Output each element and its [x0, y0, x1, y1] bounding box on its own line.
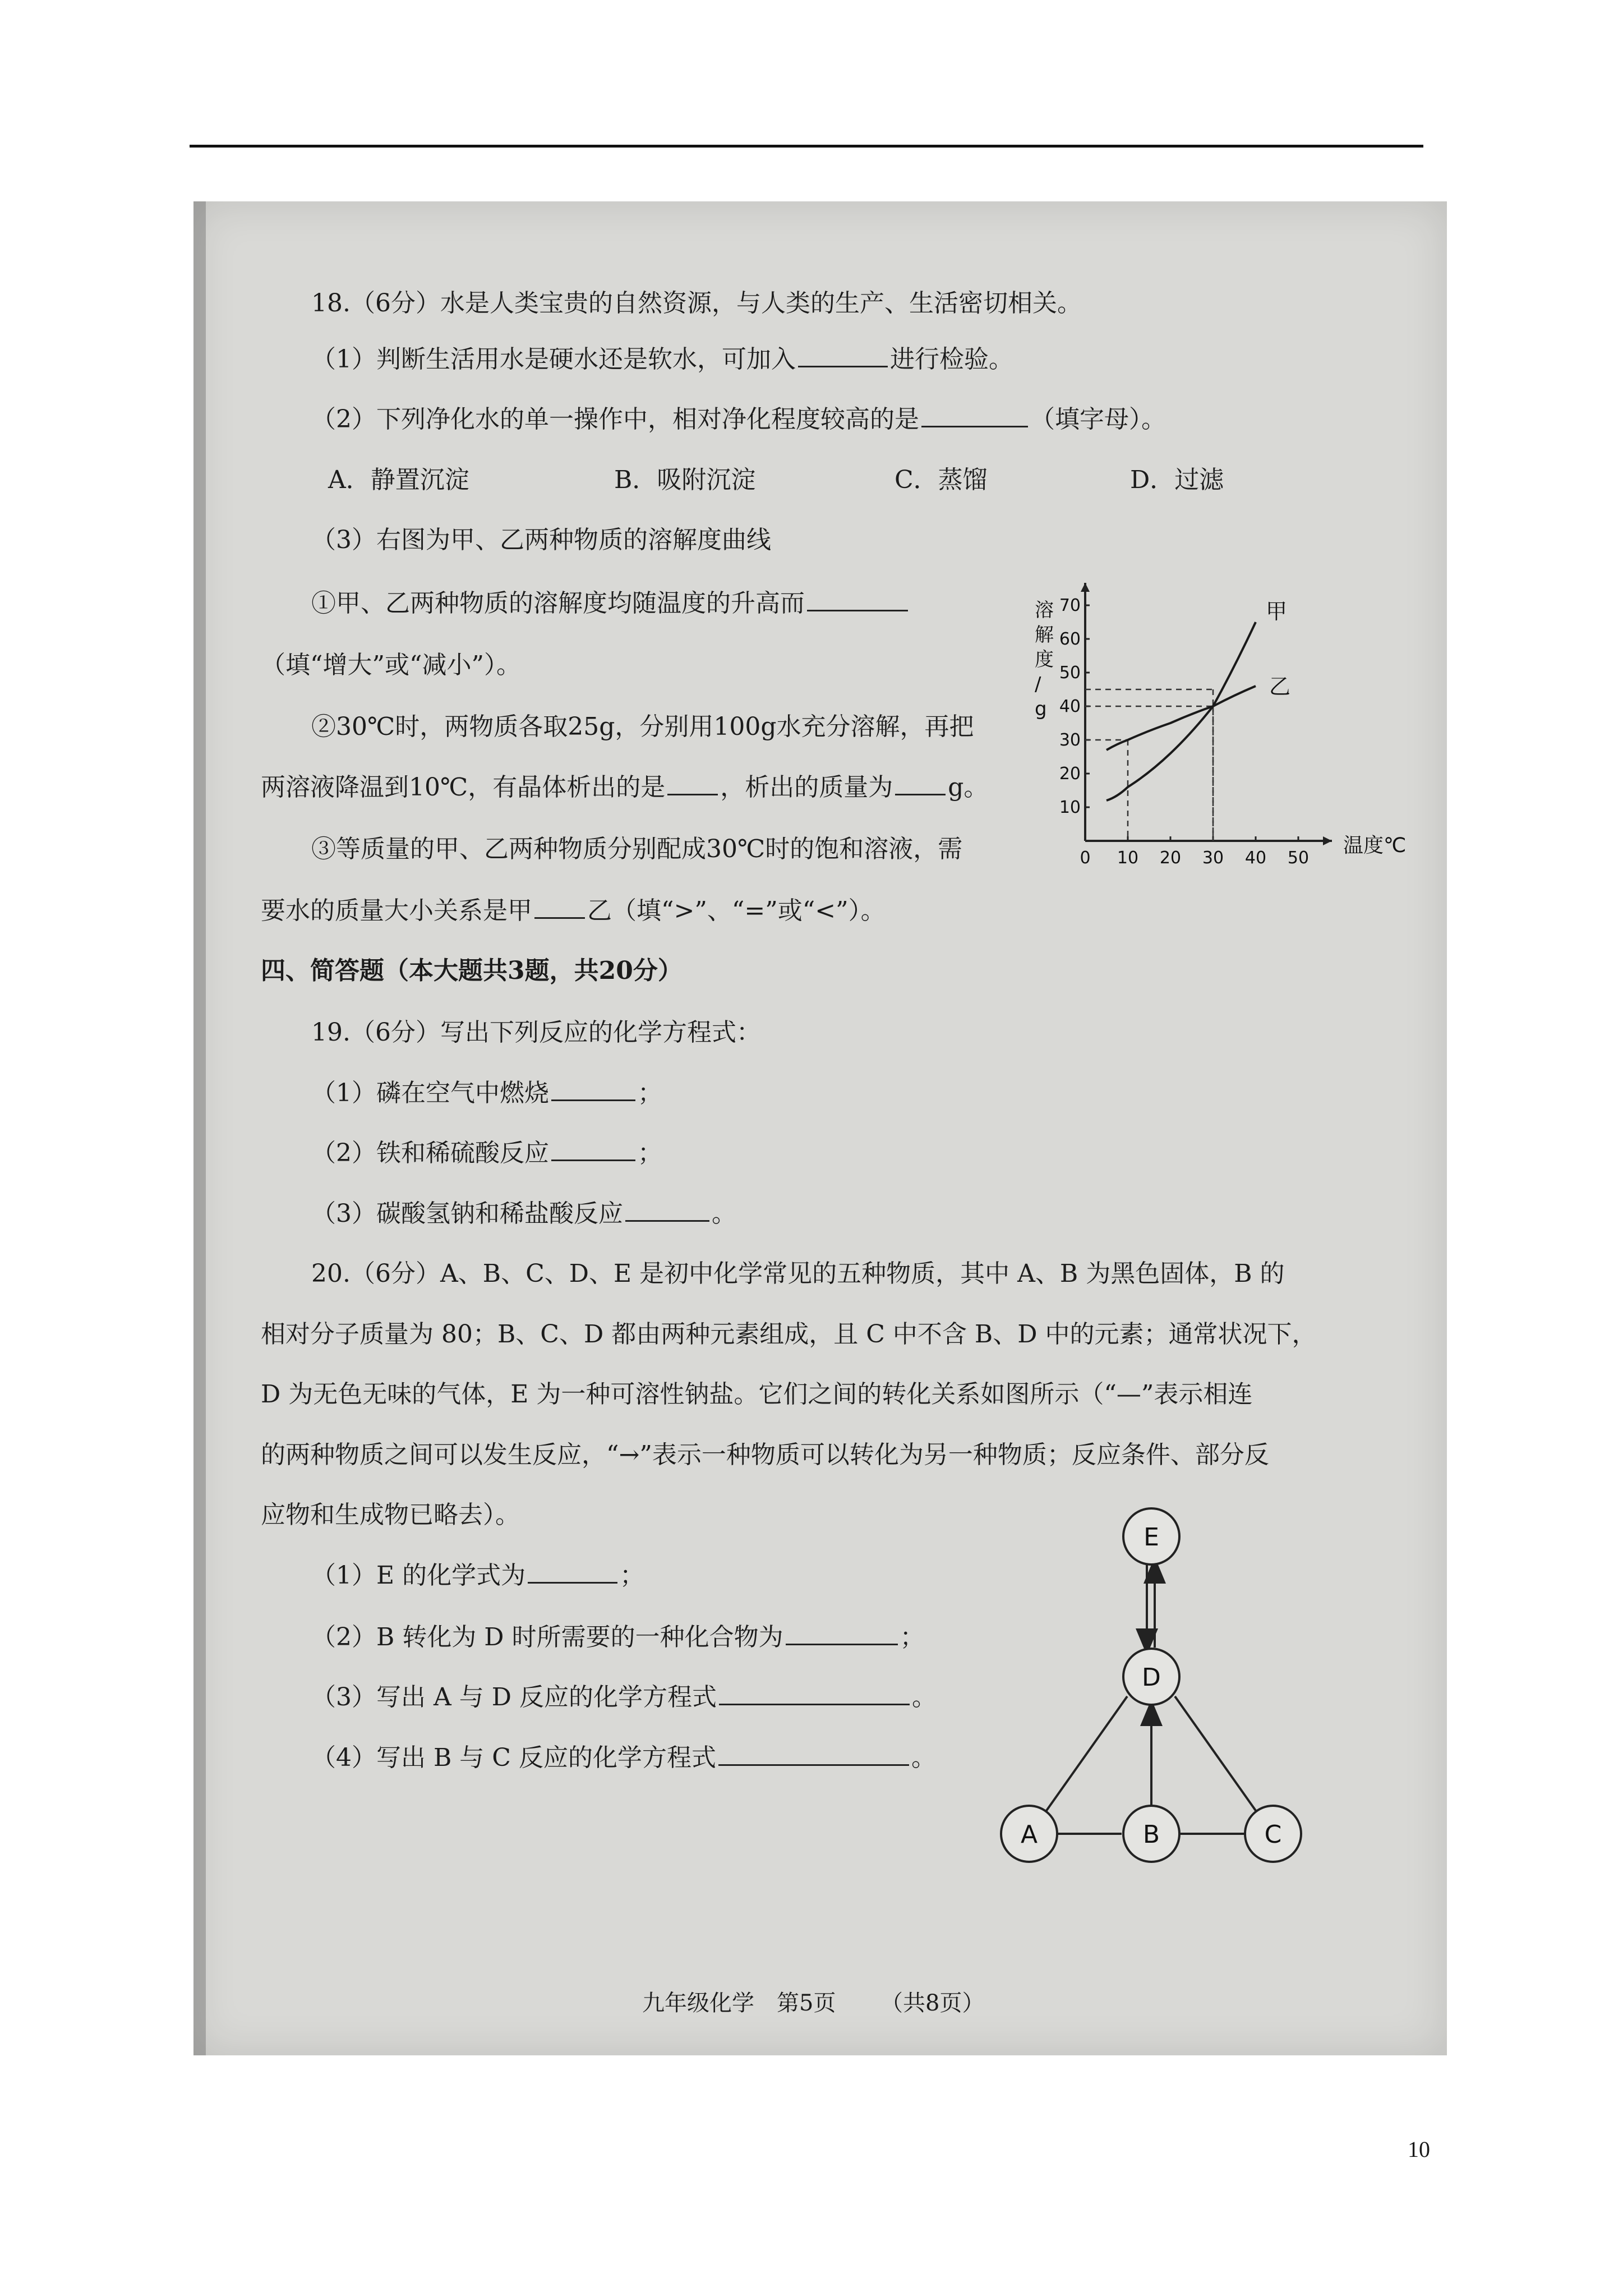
y-axis-label: 溶解度/ g [1035, 599, 1054, 720]
transformation-diagram [995, 1497, 1310, 1901]
series-curve-jia [1106, 622, 1256, 800]
answer-blank[interactable] [798, 347, 888, 367]
x-tick-label: 10 [1117, 848, 1139, 868]
q20-line5: 应物和生成物已略去）。 [261, 1501, 520, 1529]
answer-blank[interactable] [551, 1140, 635, 1161]
q20-line1: 20.（6分）A、B、C、D、E 是初中化学常见的五种物质，其中 A、B 为黑色固体，B 的 [311, 1259, 1285, 1288]
y-tick-label: 60 [1059, 629, 1081, 649]
x-tick-label: 20 [1159, 848, 1182, 868]
series-label-jia: 甲 [1266, 599, 1288, 624]
y-tick-label: 20 [1059, 764, 1081, 784]
x-tick-label: 50 [1287, 848, 1310, 868]
answer-blank[interactable] [719, 1685, 910, 1705]
answer-blank[interactable] [534, 898, 585, 919]
y-tick-label: 50 [1059, 663, 1081, 683]
footer-page: 第5页 [777, 1990, 836, 2016]
q18-sub3-line2: 要水的质量大小关系是甲 乙（填“>”、“=”或“<”）。 [261, 896, 886, 925]
answer-blank[interactable] [921, 407, 1028, 427]
answer-blank[interactable] [895, 775, 946, 795]
q18-sub1-hint: （填“增大”或“减小”）。 [261, 651, 521, 679]
q20-line4: 的两种物质之间可以发生反应，“→”表示一种物质可以转化为另一种物质；反应条件、部分反 [261, 1441, 1269, 1469]
series-curve-yi [1106, 686, 1256, 750]
y-tick-label: 10 [1059, 798, 1081, 817]
node-d [1123, 1649, 1179, 1705]
answer-blank[interactable] [718, 1745, 909, 1766]
svg-text:B: B [1142, 1820, 1160, 1849]
footer-subject: 九年级化学 [642, 1990, 754, 2016]
series-label-yi: 乙 [1269, 674, 1291, 699]
footer-total: （共8页） [880, 1990, 985, 2016]
q19-item2: （2）铁和稀硫酸反应 ； [311, 1139, 662, 1167]
line-d-a [1046, 1696, 1127, 1811]
answer-blank[interactable] [551, 1080, 635, 1101]
page-number: 10 [1408, 2137, 1430, 2162]
q18-sub2-line1: ②30℃时，两物质各取25g，分别用100g水充分溶解，再把 [311, 712, 974, 741]
y-tick-label: 40 [1059, 697, 1081, 716]
answer-blank[interactable] [528, 1563, 617, 1584]
q19-item1: （1）磷在空气中燃烧 ； [311, 1079, 662, 1107]
q18-part3: （3）右图为甲、乙两种物质的溶解度曲线 [311, 526, 771, 554]
q20-item4: （4）写出 B 与 C 反应的化学方程式 。 [311, 1743, 936, 1772]
node-a [1001, 1806, 1057, 1862]
q18-sub2-line2: 两溶液降温到10℃，有晶体析出的是 ，析出的质量为 g。 [261, 773, 989, 802]
answer-blank[interactable] [786, 1625, 898, 1645]
q18-option-d: D．过滤 [1130, 466, 1224, 494]
x-tick-label: 30 [1202, 848, 1224, 868]
top-rule [190, 145, 1423, 148]
y-tick-label: 30 [1059, 730, 1081, 750]
q19-item3: （3）碳酸氢钠和稀盐酸反应 。 [311, 1199, 736, 1228]
q18-part2: （2）下列净化水的单一操作中，相对净化程度较高的是 （填字母）。 [311, 405, 1166, 434]
node-b [1123, 1806, 1179, 1862]
x-tick-label: 40 [1244, 848, 1267, 868]
q18-option-c: C．蒸馏 [895, 466, 988, 494]
q19-title: 19.（6分）写出下列反应的化学方程式： [311, 1018, 761, 1047]
x-axis-arrow [1323, 836, 1332, 845]
q18-part1: （1）判断生活用水是硬水还是软水，可加入 进行检验。 [311, 345, 1013, 374]
q20-item3: （3）写出 A 与 D 反应的化学方程式 。 [311, 1683, 937, 1711]
svg-text:D: D [1142, 1663, 1161, 1692]
node-e [1123, 1508, 1179, 1565]
section4-heading: 四、简答题（本大题共3题，共20分） [261, 956, 683, 985]
q18-option-a: A．静置沉淀 [328, 466, 469, 494]
q18-sub1: ①甲、乙两种物质的溶解度均随温度的升高而 [311, 583, 910, 619]
y-tick-label: 70 [1059, 596, 1081, 615]
y-axis-arrow [1081, 583, 1090, 592]
solubility-chart [1018, 572, 1410, 886]
answer-blank[interactable] [625, 1201, 709, 1222]
x-tick-label: 0 [1080, 848, 1091, 868]
svg-text:A: A [1020, 1820, 1038, 1849]
answer-blank[interactable] [807, 591, 908, 611]
q18-title: 18.（6分）水是人类宝贵的自然资源，与人类的生产、生活密切相关。 [311, 289, 1082, 318]
node-c [1245, 1806, 1301, 1862]
exam-photo [193, 201, 1447, 2055]
svg-text:E: E [1144, 1523, 1159, 1552]
line-d-c [1175, 1696, 1256, 1811]
q20-item2: （2）B 转化为 D 时所需要的一种化合物为 ； [311, 1623, 925, 1651]
q20-line3: D 为无色无味的气体，E 为一种可溶性钠盐。它们之间的转化关系如图所示（“—”表示相连 [261, 1380, 1253, 1409]
photo-edge-shadow [193, 201, 206, 2055]
q20-item1: （1）E 的化学式为 ； [311, 1561, 645, 1590]
q18-sub3-line1: ③等质量的甲、乙两种物质分别配成30℃时的饱和溶液，需 [311, 835, 963, 863]
answer-blank[interactable] [667, 775, 718, 795]
q20-line2: 相对分子质量为 80；B、C、D 都由两种元素组成，且 C 中不含 B、D 中的元素；通常状况下， [261, 1320, 1317, 1349]
x-axis-label: 温度℃ [1343, 834, 1407, 857]
svg-text:C: C [1264, 1820, 1282, 1849]
q18-option-b: B．吸附沉淀 [614, 466, 756, 494]
